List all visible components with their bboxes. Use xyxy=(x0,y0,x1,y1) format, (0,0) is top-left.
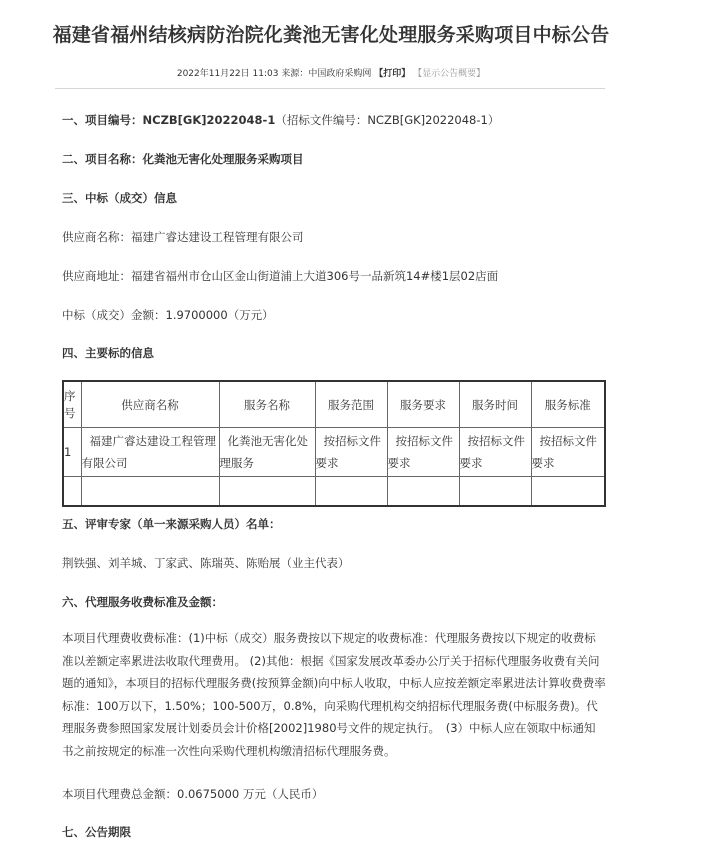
table-cell xyxy=(459,428,531,477)
table-row xyxy=(63,428,605,477)
cell-text: 按招标文件要求 xyxy=(531,434,597,470)
cell-text: 按招标文件要求 xyxy=(315,434,381,470)
table-header-row xyxy=(63,381,605,428)
section-6-heading: 六、代理服务收费标准及金额： xyxy=(62,595,223,609)
table-cell xyxy=(315,428,387,477)
section-3-heading: 三、中标（成交）信息 xyxy=(62,191,177,205)
cell-text: 福建广睿达建设工程管理有限公司 xyxy=(81,434,216,470)
publish-date: 2022年11月22日 11:03 xyxy=(176,69,279,79)
meta-line xyxy=(0,66,662,79)
section-5-heading: 五、评审专家（单一来源采购人员）名单： xyxy=(62,517,281,531)
table-cell xyxy=(459,477,531,507)
table-cell xyxy=(315,477,387,507)
header-cell: 服务名称 xyxy=(219,381,315,428)
supplier-name: 供应商名称：福建广睿达建设工程管理有限公司 xyxy=(62,230,304,244)
table-cell xyxy=(219,477,315,507)
header-cell: 服务标准 xyxy=(531,381,605,428)
table-cell xyxy=(531,477,605,507)
section-1-heading: 一、项目编号：NCZB[GK]2022048-1 xyxy=(62,113,276,127)
page-title: 福建省福州结核病防治院化粪池无害化处理服务采购项目中标公告 xyxy=(52,24,610,46)
cell-text: 按招标文件要求 xyxy=(387,434,453,470)
table-cell xyxy=(81,428,219,477)
supplier-address: 供应商地址：福建省福州市仓山区金山街道浦上大道306号一品新筑14#楼1层02店面 xyxy=(62,269,499,283)
section-2-heading: 二、项目名称：化粪池无害化处理服务采购项目 xyxy=(62,152,304,166)
table-cell xyxy=(63,477,81,507)
divider xyxy=(55,88,605,89)
table-cell xyxy=(531,428,605,477)
fee-standard-text: 本项目代理费收费标准：(1)中标（成交）服务费按以下规定的收费标准：代理服务费按以下规定的收费标准以差额定率累进法收取代理费用。 (2)其他：根据《国家发展改革委办公厅关于招标代理服务收费有关问题的通知》，本项目的招标代理服务费(按预算金额)向中标人收取，中标人应按差额定率累进法计算收费费率标准：100万以下，1.50%；100-500万，0.8%，向采购代理机构交纳招标代理服务费(中标服务费)。代理服务费参照国家发展计划委员会计价格[2002]1980号文件的规定执行。 (3）中标人应在领取中标通知书之前按规定的标准一次性向采购代理机构缴清招标代理服务费。 xyxy=(62,631,606,758)
fee-total: 本项目代理费总金额：0.0675000 万元（人民币） xyxy=(62,787,324,801)
table-cell xyxy=(387,428,459,477)
header-cell: 服务范围 xyxy=(315,381,387,428)
print-link[interactable]: 【打印】 xyxy=(374,69,411,79)
cell-text: 按招标文件要求 xyxy=(459,434,525,470)
table-row xyxy=(63,477,605,507)
section-4-heading: 四、主要标的信息 xyxy=(62,346,154,360)
table-cell xyxy=(387,477,459,507)
header-cell: 服务要求 xyxy=(387,381,459,428)
subject-info-table xyxy=(62,380,606,507)
show-summary-link[interactable]: 【显示公告概要】 xyxy=(413,69,486,79)
table-cell: 1 xyxy=(63,428,81,477)
bid-amount: 中标（成交）金额：1.9700000（万元） xyxy=(62,308,274,322)
table-cell xyxy=(219,428,315,477)
source-label: 来源： xyxy=(281,69,309,79)
table-cell xyxy=(81,477,219,507)
source-name: 中国政府采购网 xyxy=(308,69,372,79)
header-cell: 供应商名称 xyxy=(81,381,219,428)
section-7-heading: 七、公告期限 xyxy=(62,825,131,839)
expert-list: 荆铁强、刘羊城、丁家武、陈瑞英、陈贻展（业主代表） xyxy=(62,556,350,570)
cell-text: 化粪池无害化处理服务 xyxy=(219,434,308,470)
project-number-line xyxy=(62,112,499,128)
header-cell: 服务时间 xyxy=(459,381,531,428)
header-cell: 序号 xyxy=(63,381,81,428)
tender-doc-number: （招标文件编号：NCZB[GK]2022048-1） xyxy=(275,113,500,127)
